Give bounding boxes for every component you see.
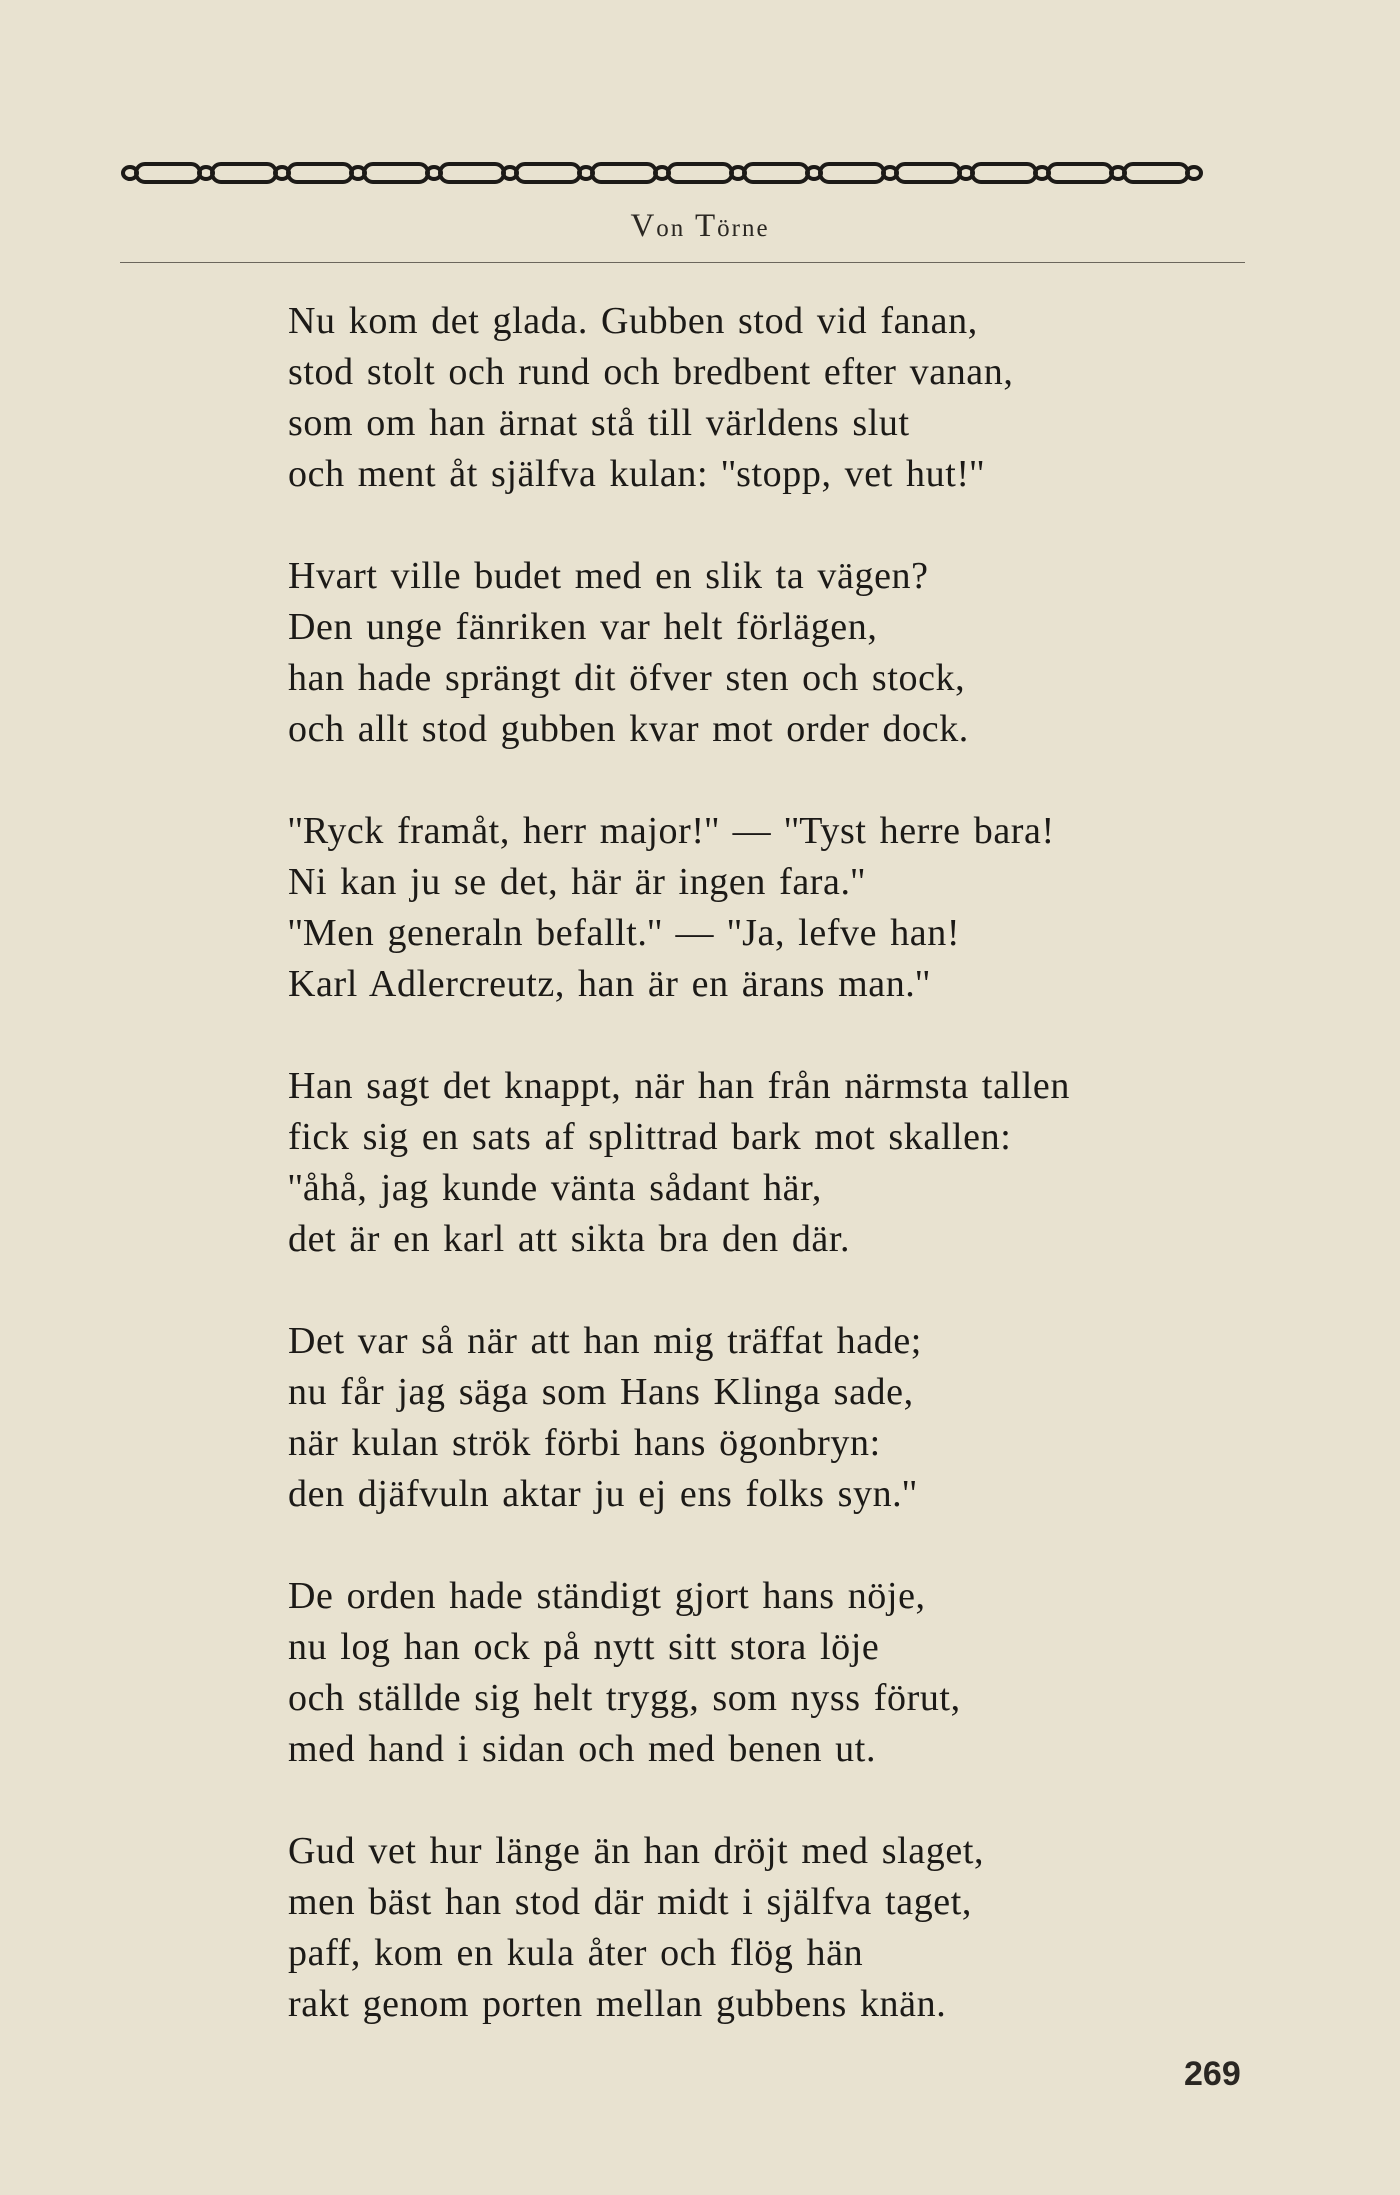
verse-line: nu log han ock på nytt sitt stora löje	[288, 1626, 880, 1668]
verse-line: Karl Adlercreutz, han är en ärans man.''	[288, 963, 931, 1005]
verse-line: paff, kom en kula åter och flög hän	[288, 1932, 864, 1974]
chain-border-ornament	[120, 158, 1240, 188]
verse-line: som om han ärnat stå till världens slut	[288, 402, 910, 444]
verse-line: ''åhå, jag kunde vänta sådant här,	[288, 1167, 822, 1209]
verse-line: med hand i sidan och med benen ut.	[288, 1728, 877, 1770]
stanza	[288, 551, 1268, 755]
verse-line: han hade sprängt dit öfver sten och stock,	[288, 657, 966, 699]
running-head-rest-on: on	[656, 215, 686, 242]
poem-body	[288, 296, 1268, 2030]
stanza	[288, 296, 1268, 500]
verse-line: och ställde sig helt trygg, som nyss förut,	[288, 1677, 961, 1719]
stanza	[288, 806, 1268, 1010]
verse-line: Gud vet hur länge än han dröjt med slaget,	[288, 1830, 985, 1872]
running-head	[0, 208, 1400, 245]
verse-line: ''Ryck framåt, herr major!'' — ''Tyst herre bara!	[288, 810, 1055, 852]
header-rule	[120, 262, 1245, 263]
stanza	[288, 1826, 1268, 2030]
verse-line: den djäfvuln aktar ju ej ens folks syn.''	[288, 1473, 918, 1515]
verse-line: Den unge fänriken var helt förlägen,	[288, 606, 878, 648]
stanza	[288, 1316, 1268, 1520]
verse-line: och allt stod gubben kvar mot order dock.	[288, 708, 969, 750]
verse-line: Nu kom det glada. Gubben stod vid fanan,	[288, 300, 978, 342]
verse-line: nu får jag säga som Hans Klinga sade,	[288, 1371, 914, 1413]
verse-line: när kulan strök förbi hans ögonbryn:	[288, 1422, 881, 1464]
verse-line: men bäst han stod där midt i själfva taget,	[288, 1881, 973, 1923]
verse-line: det är en karl att sikta bra den där.	[288, 1218, 851, 1260]
verse-line: De orden hade ständigt gjort hans nöje,	[288, 1575, 926, 1617]
page-number: 269	[1184, 2055, 1241, 2093]
verse-line: ''Men generaln befallt.'' — ''Ja, lefve han!	[288, 912, 961, 954]
verse-line: Han sagt det knappt, när han från närmsta tallen	[288, 1065, 1070, 1107]
verse-line: rakt genom porten mellan gubbens knän.	[288, 1983, 947, 2025]
verse-line: Ni kan ju se det, här är ingen fara.''	[288, 861, 866, 903]
verse-line: fick sig en sats af splittrad bark mot skallen:	[288, 1116, 1012, 1158]
running-head-initial-t: T	[694, 208, 718, 244]
running-head-initial-v: V	[630, 208, 657, 244]
verse-line: Det var så när att han mig träffat hade;	[288, 1320, 922, 1362]
verse-line: stod stolt och rund och bredbent efter vanan,	[288, 351, 1014, 393]
stanza	[288, 1061, 1268, 1265]
verse-line: Hvart ville budet med en slik ta vägen?	[288, 555, 929, 597]
verse-line: och ment åt själfva kulan: ''stopp, vet hut!''	[288, 453, 985, 495]
running-head-rest-orne: örne	[717, 215, 770, 242]
stanza	[288, 1571, 1268, 1775]
